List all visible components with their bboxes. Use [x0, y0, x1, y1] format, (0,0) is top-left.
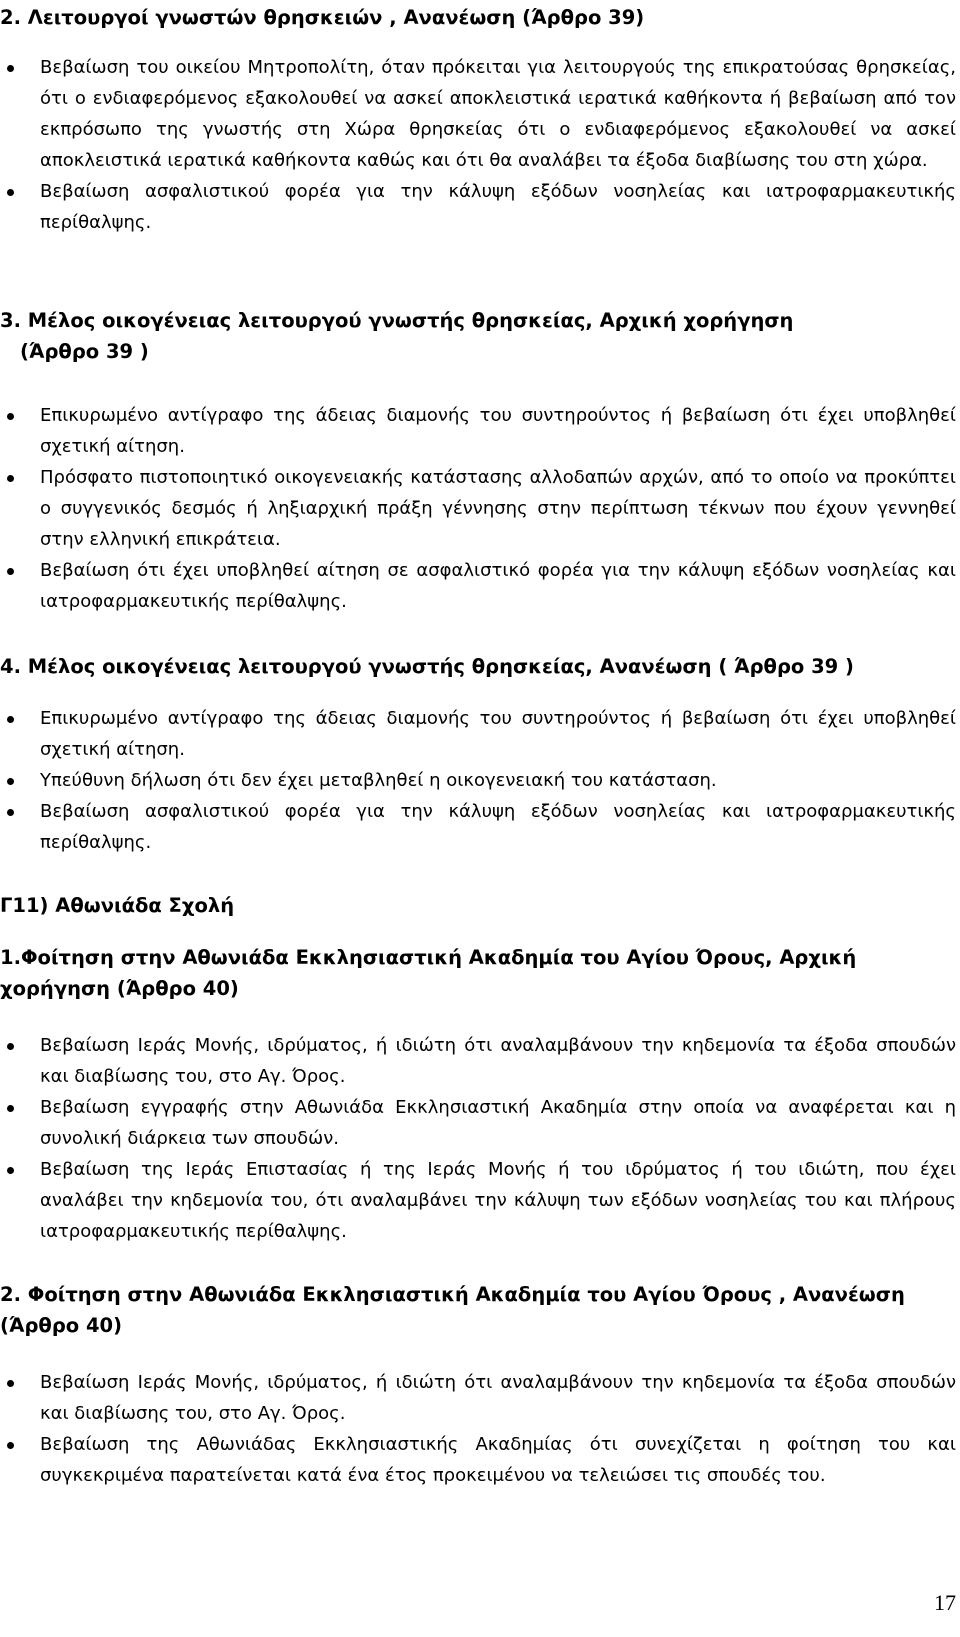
bullet-item: Πρόσφατο πιστοποιητικό οικογενειακής κατάστασης αλλοδαπών αρχών, από το οποίο να προκύπτει ο συγγενικός δεσμός ή ληξιαρχική πράξη γέννησης στην περίπτωση τέκνων που έχουν γεννηθεί στην ελληνική επικράτεια. — [40, 462, 956, 555]
section-heading-g11-2: 2. Φοίτηση στην Αθωνιάδα Εκκλησιαστική Ακαδημία του Αγίου Όρους , Ανανέωση (Άρθρο 40) — [0, 1283, 905, 1337]
bullet-item: Βεβαίωση Ιεράς Μονής, ιδρύματος, ή ιδιώτη ότι αναλαμβάνουν την κηδεμονία τα έξοδα σπουδών και διαβίωσης του, στο Αγ. Όρος. — [40, 1030, 956, 1092]
bullet-item: Υπεύθυνη δήλωση ότι δεν έχει μεταβληθεί η οικογενειακή του κατάσταση. — [40, 765, 956, 796]
bullet-item: Βεβαίωση της Αθωνιάδας Εκκλησιαστικής Ακαδημίας ότι συνεχίζεται η φοίτηση του και συγκεκριμένα παρατείνεται κατά ένα έτος προκειμένου να τελειώσει τις σπουδές του. — [40, 1429, 956, 1491]
section-heading-3-line1: 3. Μέλος οικογένειας λειτουργού γνωστής θρησκείας, Αρχική χορήγηση — [0, 309, 794, 332]
bullet-item: Βεβαίωση Ιεράς Μονής, ιδρύματος, ή ιδιώτη ότι αναλαμβάνουν την κηδεμονία τα έξοδα σπουδών και διαβίωσης του, στο Αγ. Όρος. — [40, 1367, 956, 1429]
bullet-item: Βεβαίωση ασφαλιστικού φορέα για την κάλυψη εξόδων νοσηλείας και ιατροφαρμακευτικής περίθαλψης. — [40, 176, 956, 238]
section-heading-g11-1: 1.Φοίτηση στην Αθωνιάδα Εκκλησιαστική Ακαδημία του Αγίου Όρους, Αρχική χορήγηση (Άρθρο 40) — [0, 946, 857, 1000]
section-heading-2: 2. Λειτουργοί γνωστών θρησκειών , Ανανέωση (Άρθρο 39) — [0, 6, 645, 29]
section-heading-3 — [0, 305, 955, 367]
bullet-item: Βεβαίωση ότι έχει υποβληθεί αίτηση σε ασφαλιστικό φορέα για την κάλυψη εξόδων νοσηλείας και ιατροφαρμακευτικής περίθαλψης. — [40, 555, 956, 617]
bullet-item: Βεβαίωση ασφαλιστικού φορέα για την κάλυψη εξόδων νοσηλείας και ιατροφαρμακευτικής περίθαλψης. — [40, 796, 956, 858]
section-heading-g11: Γ11) Αθωνιάδα Σχολή — [0, 894, 235, 917]
bullet-item: Βεβαίωση εγγραφής στην Αθωνιάδα Εκκλησιαστική Ακαδημία στην οποία να αναφέρεται και η συνολική διάρκεια των σπουδών. — [40, 1092, 956, 1154]
page-number: 17 — [934, 1590, 956, 1615]
bullet-item: Βεβαίωση της Ιεράς Επιστασίας ή της Ιεράς Μονής ή του ιδρύματος ή του ιδιώτη, που έχει αναλάβει την κηδεμονία του, ότι αναλαμβάνει την κάλυψη των εξόδων νοσηλείας του και πλήρους ιατροφαρμακευτικής περίθαλψης. — [40, 1154, 956, 1247]
bullet-item: Βεβαίωση του οικείου Μητροπολίτη, όταν πρόκειται για λειτουργούς της επικρατούσας θρησκείας, ότι ο ενδιαφερόμενος εξακολουθεί να ασκεί αποκλειστικά ιερατικά καθήκοντα ή βεβαίωση από τον εκπρόσωπο της γνωστής στη Χώρα θρησκείας ότι ο ενδιαφερόμενος εξακολουθεί να ασκεί αποκλειστικά ιερατικά καθήκοντα καθώς και ότι θα αναλάβει τα έξοδα διαβίωσης του στη χώρα. — [40, 52, 956, 176]
bullet-item: Επικυρωμένο αντίγραφο της άδειας διαμονής του συντηρούντος ή βεβαίωση ότι έχει υποβληθεί σχετική αίτηση. — [40, 703, 956, 765]
section-heading-4: 4. Μέλος οικογένειας λειτουργού γνωστής θρησκείας, Ανανέωση ( Άρθρο 39 ) — [0, 655, 854, 678]
bullet-item: Επικυρωμένο αντίγραφο της άδειας διαμονής του συντηρούντος ή βεβαίωση ότι έχει υποβληθεί σχετική αίτηση. — [40, 400, 956, 462]
section-heading-3-line2: (Άρθρο 39 ) — [20, 340, 149, 363]
